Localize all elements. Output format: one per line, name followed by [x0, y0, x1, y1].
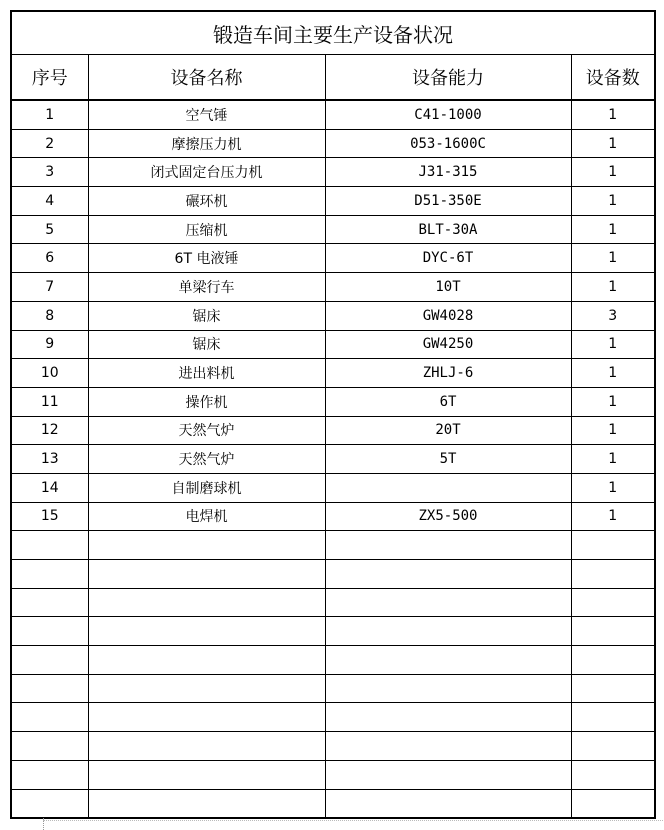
cell-capacity: 5T: [325, 445, 571, 474]
empty-row: [11, 588, 655, 617]
empty-cell-capacity: [325, 617, 571, 646]
cell-index: 5: [11, 215, 88, 244]
empty-cell-index: [11, 674, 88, 703]
table-row: [11, 158, 655, 187]
cell-name: 电焊机: [88, 502, 325, 531]
empty-row: [11, 674, 655, 703]
empty-row: [11, 703, 655, 732]
table-row: [11, 502, 655, 531]
cell-capacity: [325, 473, 571, 502]
cell-count: 3: [571, 301, 655, 330]
empty-cell-capacity: [325, 646, 571, 675]
table-row: [11, 100, 655, 129]
cell-count: 1: [571, 100, 655, 129]
cell-count: 1: [571, 473, 655, 502]
table-body: [11, 100, 655, 818]
empty-cell-count: [571, 703, 655, 732]
cell-name: 6T 电液锤: [88, 244, 325, 273]
empty-cell-index: [11, 560, 88, 589]
cell-count: 1: [571, 445, 655, 474]
table-row: [11, 445, 655, 474]
empty-cell-index: [11, 588, 88, 617]
cell-capacity: GW4250: [325, 330, 571, 359]
cell-capacity: D51-350E: [325, 187, 571, 216]
empty-cell-count: [571, 560, 655, 589]
header-row: [11, 55, 655, 101]
empty-cell-index: [11, 531, 88, 560]
empty-cell-capacity: [325, 674, 571, 703]
cell-name: 锯床: [88, 330, 325, 359]
cell-capacity: ZHLJ-6: [325, 359, 571, 388]
empty-cell-capacity: [325, 760, 571, 789]
empty-cell-capacity: [325, 732, 571, 761]
cell-name: 自制磨球机: [88, 473, 325, 502]
cell-name: 锯床: [88, 301, 325, 330]
cell-count: 1: [571, 158, 655, 187]
equipment-sheet: [10, 10, 654, 819]
empty-cell-name: [88, 674, 325, 703]
table-row: [11, 244, 655, 273]
table-title: 锻造车间主要生产设备状况: [11, 11, 655, 55]
cell-capacity: C41-1000: [325, 100, 571, 129]
cell-name: 闭式固定台压力机: [88, 158, 325, 187]
cell-index: 1: [11, 100, 88, 129]
header-capacity: 设备能力: [325, 55, 571, 101]
empty-cell-name: [88, 646, 325, 675]
cell-index: 13: [11, 445, 88, 474]
cell-name: 操作机: [88, 387, 325, 416]
empty-cell-count: [571, 732, 655, 761]
empty-cell-index: [11, 732, 88, 761]
empty-cell-name: [88, 732, 325, 761]
empty-row: [11, 789, 655, 818]
cell-index: 14: [11, 473, 88, 502]
cell-index: 8: [11, 301, 88, 330]
table-row: [11, 416, 655, 445]
cell-name: 单梁行车: [88, 273, 325, 302]
cell-capacity: 6T: [325, 387, 571, 416]
empty-cell-name: [88, 560, 325, 589]
empty-cell-capacity: [325, 703, 571, 732]
cell-capacity: DYC-6T: [325, 244, 571, 273]
cell-count: 1: [571, 416, 655, 445]
empty-cell-name: [88, 703, 325, 732]
equipment-table: [10, 10, 656, 819]
empty-cell-name: [88, 531, 325, 560]
empty-cell-count: [571, 646, 655, 675]
cell-count: 1: [571, 244, 655, 273]
cell-count: 1: [571, 187, 655, 216]
cell-index: 15: [11, 502, 88, 531]
empty-row: [11, 617, 655, 646]
empty-cell-count: [571, 674, 655, 703]
cell-index: 6: [11, 244, 88, 273]
empty-row: [11, 760, 655, 789]
empty-row: [11, 732, 655, 761]
page-edge-guide: [43, 820, 663, 821]
cell-capacity: 053-1600C: [325, 129, 571, 158]
empty-cell-count: [571, 588, 655, 617]
cell-name: 进出料机: [88, 359, 325, 388]
header-count: 设备数: [571, 55, 655, 101]
table-row: [11, 215, 655, 244]
empty-cell-name: [88, 588, 325, 617]
empty-cell-name: [88, 760, 325, 789]
cell-count: 1: [571, 330, 655, 359]
cell-index: 9: [11, 330, 88, 359]
cell-name: 压缩机: [88, 215, 325, 244]
table-row: [11, 301, 655, 330]
cell-name: 天然气炉: [88, 445, 325, 474]
page-corner-mark: [43, 818, 45, 830]
empty-cell-capacity: [325, 588, 571, 617]
empty-cell-index: [11, 789, 88, 818]
cell-capacity: 20T: [325, 416, 571, 445]
table-row: [11, 129, 655, 158]
cell-name: 摩擦压力机: [88, 129, 325, 158]
header-name: 设备名称: [88, 55, 325, 101]
cell-name: 天然气炉: [88, 416, 325, 445]
empty-cell-index: [11, 703, 88, 732]
empty-cell-name: [88, 617, 325, 646]
header-index: 序号: [11, 55, 88, 101]
empty-cell-capacity: [325, 560, 571, 589]
cell-index: 7: [11, 273, 88, 302]
cell-index: 3: [11, 158, 88, 187]
empty-cell-count: [571, 617, 655, 646]
empty-cell-count: [571, 760, 655, 789]
cell-index: 10: [11, 359, 88, 388]
empty-cell-index: [11, 646, 88, 675]
empty-cell-index: [11, 760, 88, 789]
cell-name: 碾环机: [88, 187, 325, 216]
cell-capacity: ZX5-500: [325, 502, 571, 531]
cell-count: 1: [571, 502, 655, 531]
cell-index: 12: [11, 416, 88, 445]
empty-row: [11, 646, 655, 675]
empty-cell-index: [11, 617, 88, 646]
cell-count: 1: [571, 387, 655, 416]
cell-count: 1: [571, 215, 655, 244]
cell-capacity: GW4028: [325, 301, 571, 330]
table-row: [11, 359, 655, 388]
cell-count: 1: [571, 359, 655, 388]
cell-count: 1: [571, 273, 655, 302]
cell-index: 4: [11, 187, 88, 216]
cell-count: 1: [571, 129, 655, 158]
table-row: [11, 387, 655, 416]
table-row: [11, 473, 655, 502]
cell-index: 2: [11, 129, 88, 158]
cell-capacity: J31-315: [325, 158, 571, 187]
cell-name: 空气锤: [88, 100, 325, 129]
empty-row: [11, 560, 655, 589]
cell-capacity: BLT-30A: [325, 215, 571, 244]
empty-cell-count: [571, 789, 655, 818]
cell-index: 11: [11, 387, 88, 416]
empty-cell-name: [88, 789, 325, 818]
table-row: [11, 273, 655, 302]
empty-cell-capacity: [325, 789, 571, 818]
table-row: [11, 187, 655, 216]
empty-row: [11, 531, 655, 560]
empty-cell-count: [571, 531, 655, 560]
empty-cell-capacity: [325, 531, 571, 560]
table-row: [11, 330, 655, 359]
cell-capacity: 10T: [325, 273, 571, 302]
